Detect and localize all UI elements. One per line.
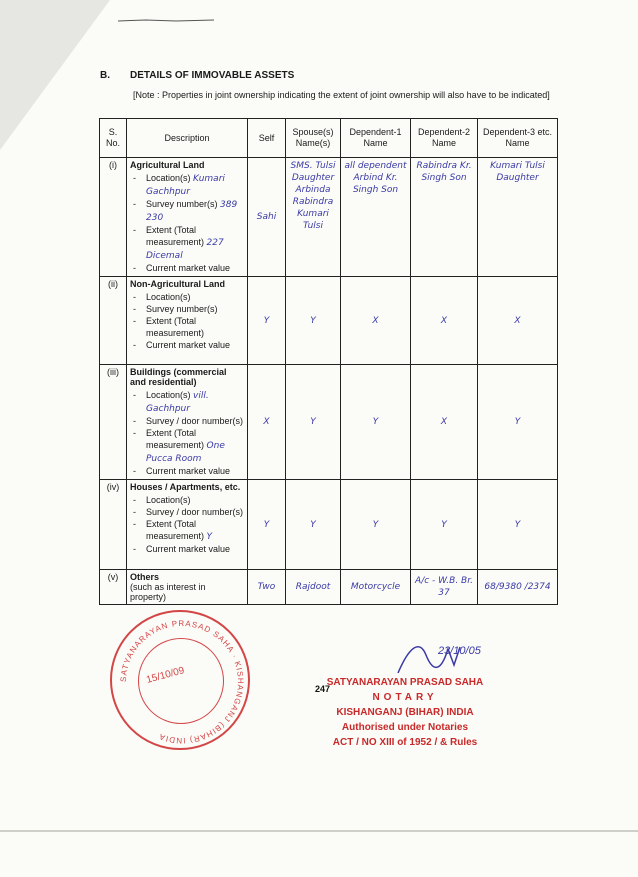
self-cell: X <box>248 365 286 480</box>
notary-title: NOTARY <box>372 692 438 703</box>
svg-text:SATYANARAYAN PRASAD SAHA · KIS: SATYANARAYAN PRASAD SAHA · KISHANGANJ (BIHAR) INDIA <box>118 618 246 746</box>
page-bottom-rule <box>0 830 638 832</box>
notary-authorisation: Authorised under Notaries <box>341 722 469 733</box>
dependent-2-cell: A/c - W.B. Br. 37 <box>411 570 478 605</box>
spouse-cell: SMS. Tulsi Daughter Arbinda Rabindra Kumari Tulsi <box>286 158 341 277</box>
spouse-cell: Y <box>286 480 341 570</box>
list-item: - Extent (Total measurement) 227 Dicemal <box>130 224 244 262</box>
row-number: (i) <box>100 158 127 277</box>
list-item: - Current market value <box>130 339 244 351</box>
table-row <box>100 158 558 277</box>
spouse-cell: Y <box>286 365 341 480</box>
dependent-3-cell: Y <box>478 480 558 570</box>
header-self: Self <box>248 119 286 158</box>
dependent-2-cell: X <box>411 277 478 365</box>
row-description <box>127 158 248 277</box>
dependent-2-cell: Rabindra Kr. Singh Son <box>411 158 478 277</box>
signature <box>390 635 500 680</box>
self-cell: Y <box>248 277 286 365</box>
handwritten-note: Y <box>206 532 213 542</box>
list-item: - Location(s) vill. Gachhpur <box>130 389 244 415</box>
self-cell: Y <box>248 480 286 570</box>
notary-act: ACT / NO XIII of 1952 / & Rules <box>332 737 478 748</box>
list-item: - Current market value <box>130 262 244 274</box>
dependent-1-cell: all dependent Arbind Kr. Singh Son <box>341 158 411 277</box>
signature-date: 23/10/05 <box>438 645 481 657</box>
row-subtitle: (such as interest in property) <box>130 582 206 602</box>
list-item: - Location(s) <box>130 291 244 303</box>
self-cell: Sahi <box>248 158 286 277</box>
top-scribble <box>116 18 216 23</box>
list-item: - Extent (Total measurement) Y <box>130 518 244 543</box>
dependent-1-cell: Y <box>341 365 411 480</box>
row-number: (v) <box>100 570 127 605</box>
dependent-3-cell: 68/9380 /2374 <box>478 570 558 605</box>
round-notary-stamp <box>110 610 250 750</box>
notary-seal <box>305 675 505 750</box>
row-title: Buildings (commercial and residential) <box>130 367 227 387</box>
spouse-cell: Rajdoot <box>286 570 341 605</box>
list-item: - Extent (Total measurement) <box>130 315 244 339</box>
row-number: (ii) <box>100 277 127 365</box>
header-sno: S. No. <box>100 119 127 158</box>
row-title: Non-Agricultural Land <box>130 279 225 289</box>
row-description <box>127 480 248 570</box>
section-heading <box>100 70 294 81</box>
row-number: (iv) <box>100 480 127 570</box>
self-cell: Two <box>248 570 286 605</box>
header-dependent-2: Dependent-2 Name <box>411 119 478 158</box>
row-title: Houses / Apartments, etc. <box>130 482 241 492</box>
header-dependent-3: Dependent-3 etc. Name <box>478 119 558 158</box>
header-row <box>100 119 558 158</box>
row-title: Others <box>130 572 160 582</box>
notary-name: SATYANARAYAN PRASAD SAHA <box>326 677 484 688</box>
row-number: (iii) <box>100 365 127 480</box>
dependent-3-cell: Kumari Tulsi Daughter <box>478 158 558 277</box>
handwritten-note: One Pucca Room <box>146 441 225 464</box>
list-item: - Location(s) <box>130 494 244 506</box>
list-item: - Location(s) Kumari Gachhpur <box>130 172 244 198</box>
table-row <box>100 365 558 480</box>
notary-place: KISHANGANJ (BIHAR) INDIA <box>336 707 474 718</box>
list-item: - Survey / door number(s) <box>130 415 244 427</box>
section-title: DETAILS OF IMMOVABLE ASSETS <box>130 70 295 81</box>
dependent-1-cell: Y <box>341 480 411 570</box>
section-note: [Note : Properties in joint ownership indicating the extent of joint ownership will also have to be indicated] <box>133 90 550 100</box>
list-item: - Current market value <box>130 465 244 477</box>
table-row <box>100 480 558 570</box>
folded-corner <box>0 0 110 150</box>
dependent-1-cell: Motorcycle <box>341 570 411 605</box>
handwritten-note: vill. Gachhpur <box>146 391 209 414</box>
notary-number: 247 <box>315 684 331 694</box>
dependent-1-cell: X <box>341 277 411 365</box>
list-item: - Extent (Total measurement) One Pucca Room <box>130 427 244 465</box>
dependent-2-cell: Y <box>411 480 478 570</box>
list-item: - Survey number(s) 389 230 <box>130 198 244 224</box>
list-item: - Survey number(s) <box>130 303 244 315</box>
row-description <box>127 277 248 365</box>
immovable-assets-table <box>99 118 558 605</box>
row-title: Agricultural Land <box>130 160 205 170</box>
section-letter: B. <box>100 70 110 81</box>
table-row <box>100 570 558 605</box>
row-description <box>127 570 248 605</box>
handwritten-note: Kumari Gachhpur <box>146 174 225 197</box>
row-description <box>127 365 248 480</box>
dependent-3-cell: X <box>478 277 558 365</box>
list-item: - Survey / door number(s) <box>130 506 244 518</box>
spouse-cell: Y <box>286 277 341 365</box>
header-spouse: Spouse(s) Name(s) <box>286 119 341 158</box>
list-item: - Current market value <box>130 543 244 555</box>
dependent-2-cell: X <box>411 365 478 480</box>
header-description: Description <box>127 119 248 158</box>
stamp-date: 15/10/09 <box>145 665 186 686</box>
table-row <box>100 277 558 365</box>
handwritten-note: 389 230 <box>146 200 238 223</box>
header-dependent-1: Dependent-1 Name <box>341 119 411 158</box>
dependent-3-cell: Y <box>478 365 558 480</box>
handwritten-note: 227 Dicemal <box>146 238 224 261</box>
